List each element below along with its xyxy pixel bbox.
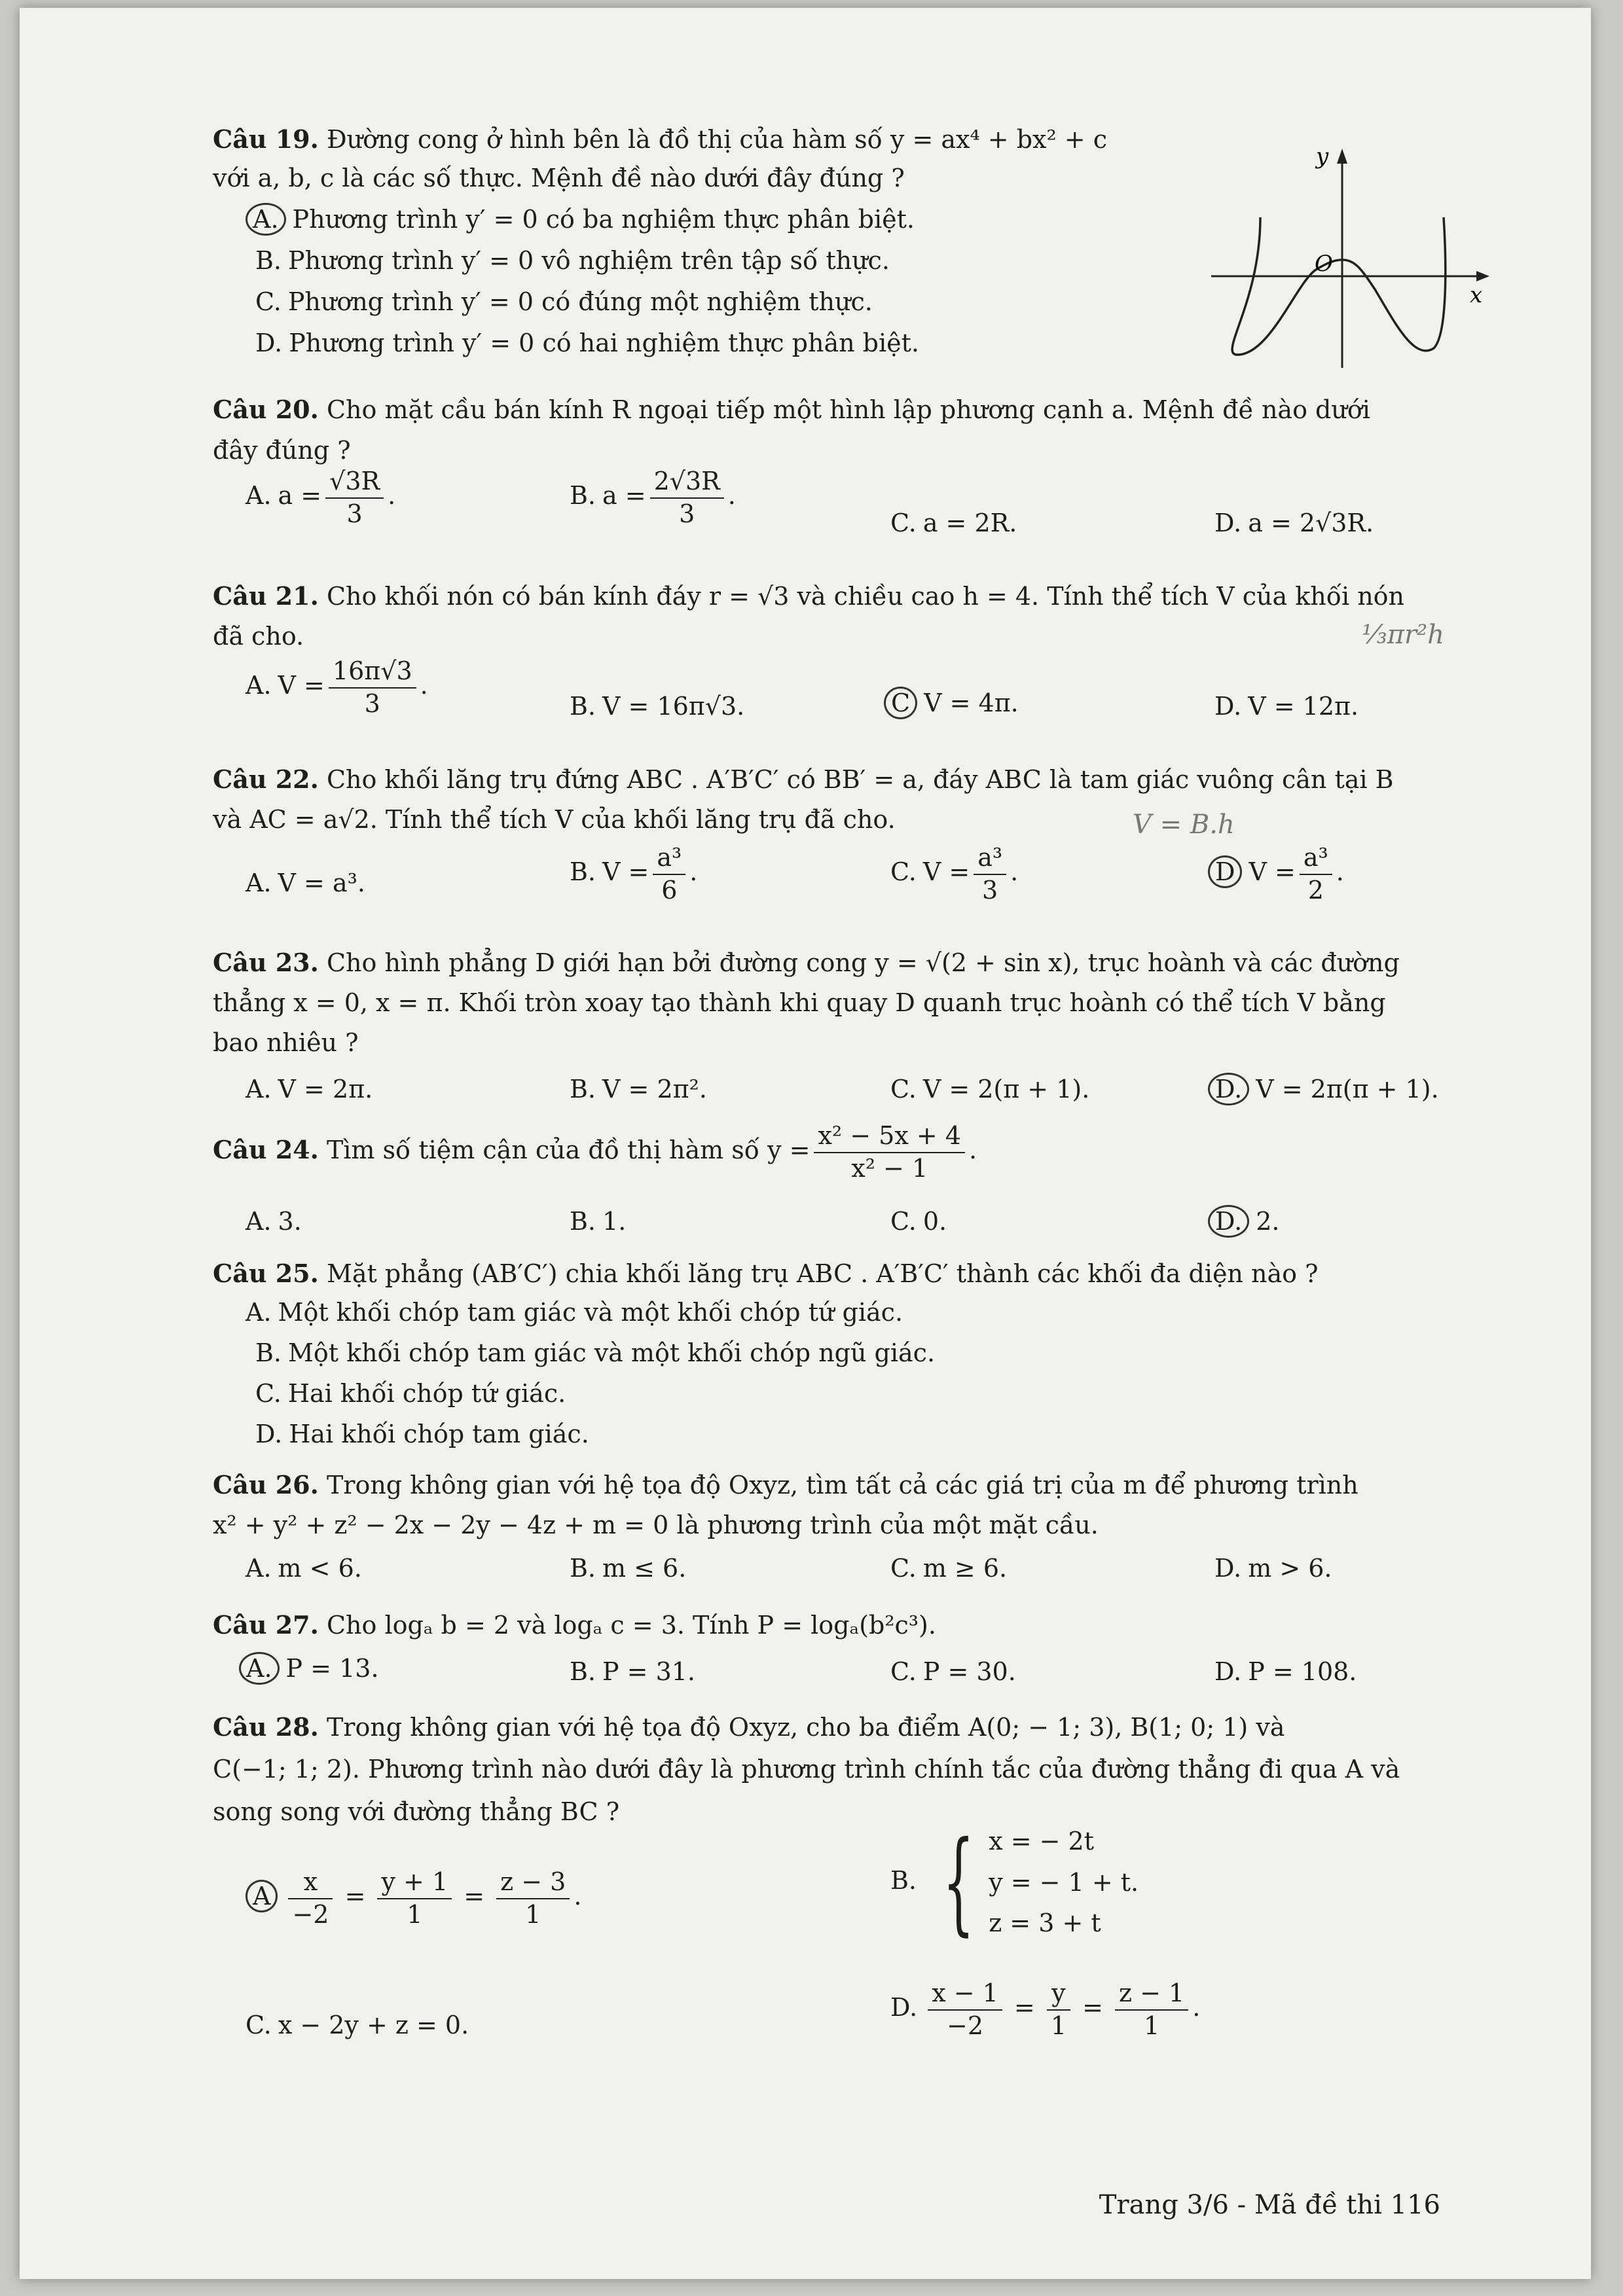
q24-head: Câu 24. (213, 1135, 319, 1164)
q21-a-frac (329, 656, 416, 719)
q28-b-label: B. (890, 1865, 917, 1895)
q22-c-den: 3 (982, 875, 998, 905)
q20-b-post: . (727, 481, 736, 510)
q23-text2: thẳng x = 0, x = π. Khối tròn xoay tạo thành khi quay D quanh trục hoành có thể tích V bằng (213, 988, 1386, 1017)
q22-head: Câu 22. (213, 764, 319, 794)
q26-option-d (1214, 1554, 1332, 1583)
q20-b-label: B. (570, 481, 596, 510)
q22-handwritten-note: V = B.h (1133, 810, 1235, 840)
q27-option-a (239, 1654, 379, 1683)
quartic-curve (1232, 217, 1446, 355)
q22-b-frac (653, 842, 685, 906)
q28-text1: Trong không gian với hệ tọa độ Oxyz, cho ba điểm A(0; − 1; 3), B(1; 0; 1) và (326, 1713, 1285, 1742)
q19-graph (1198, 139, 1499, 374)
q27-c-label: C. (890, 1657, 917, 1686)
q26-option-b (570, 1554, 686, 1583)
q24-option-c (890, 1207, 947, 1236)
q26-head: Câu 26. (213, 1470, 319, 1499)
q27-option-c (890, 1657, 1016, 1686)
q23-option-b (570, 1075, 707, 1103)
q24-b-text: 1. (602, 1207, 627, 1236)
q28-d-frac2 (1047, 1978, 1070, 2041)
q26-text2: x² + y² + z² − 2x − 2y − 4z + m = 0 là phương trình của một mặt cầu. (213, 1511, 1099, 1539)
q20-a-num: √3R (325, 466, 384, 499)
q25-c-label: C. (255, 1379, 282, 1408)
q26-b-label: B. (570, 1554, 596, 1583)
graph-x-label: x (1470, 282, 1483, 308)
q24-line1 (213, 1121, 977, 1184)
q28-a-frac2 (377, 1867, 452, 1930)
q23-option-c (890, 1075, 1089, 1103)
q23-option-a (246, 1075, 373, 1103)
q21-option-b (570, 692, 744, 721)
q23-b-text: V = 2π². (602, 1075, 707, 1103)
q22-text2: và AC = a√2. Tính thể tích V của khối lăng trụ đã cho. (213, 805, 896, 834)
q22-text1: Cho khối lăng trụ đứng ABC . A′B′C′ có BB′ = a, đáy ABC là tam giác vuông cân tại B (326, 765, 1394, 794)
q19-d-label: D. (255, 329, 283, 357)
q19-option-d (255, 325, 919, 362)
q19-c-label: C. (255, 287, 282, 316)
q22-b-den: 6 (661, 875, 678, 905)
q21-d-label: D. (1214, 692, 1242, 721)
q21-c-label: C (884, 687, 917, 719)
q28-a-frac1 (288, 1867, 333, 1930)
x-axis-arrow-icon (1476, 271, 1489, 281)
q19-option-c (255, 283, 873, 321)
q21-b-text: V = 16π√3. (602, 692, 745, 721)
q28-d-f1n: x − 1 (928, 1978, 1002, 2011)
q28-option-c (246, 2011, 469, 2039)
q22-c-frac (974, 842, 1006, 906)
q24-post: . (968, 1136, 977, 1164)
q22-c-num: a³ (974, 842, 1006, 875)
q25-option-d (255, 1416, 589, 1453)
q22-d-den: 2 (1307, 875, 1324, 905)
q27-head: Câu 27. (213, 1610, 319, 1640)
q23-text3: bao nhiêu ? (213, 1028, 359, 1057)
q25-head: Câu 25. (213, 1259, 319, 1288)
q28-option-b (890, 1818, 1139, 1948)
q21-option-d (1214, 692, 1359, 721)
q28-a-f2n: y + 1 (377, 1867, 452, 1899)
q20-c-label: C. (890, 509, 917, 537)
q26-a-text: m < 6. (278, 1554, 362, 1583)
q21-text1: Cho khối nón có bán kính đáy r = √3 và chiều cao h = 4. Tính thể tích V của khối nón (326, 582, 1405, 611)
q24-b-label: B. (570, 1207, 596, 1236)
q22-c-label: C. (890, 857, 917, 886)
q20-a-pre: a = (278, 481, 322, 510)
q25-d-label: D. (255, 1420, 283, 1448)
q21-d-text: V = 12π. (1248, 692, 1359, 721)
q19-b-text: Phương trình y′ = 0 vô nghiệm trên tập số thực. (288, 246, 890, 275)
q22-b-pre: V = (602, 857, 649, 886)
q19-a-label: A. (246, 203, 286, 236)
q19-d-text: Phương trình y′ = 0 có hai nghiệm thực phân biệt. (289, 329, 919, 357)
q22-d-pre: V = (1249, 857, 1296, 886)
q21-handwritten-note: ⅓πr²h (1362, 620, 1444, 650)
q20-a-frac (325, 466, 384, 529)
q23-head: Câu 23. (213, 948, 319, 977)
q28-a-f3d: 1 (525, 1899, 541, 1929)
q24-a-text: 3. (278, 1207, 302, 1236)
q20-b-frac (650, 466, 724, 529)
q22-b-label: B. (570, 857, 596, 886)
q24-pre: Tìm số tiệm cận của đồ thị hàm số y = (326, 1136, 811, 1164)
q22-b-num: a³ (653, 842, 685, 875)
q20-text1: Cho mặt cầu bán kính R ngoại tiếp một hình lập phương cạnh a. Mệnh đề nào dưới (326, 395, 1370, 424)
exam-page (20, 8, 1591, 2279)
q22-option-c (890, 842, 1018, 906)
q23-d-label: D. (1208, 1073, 1249, 1105)
q19-a-text: Phương trình y′ = 0 có ba nghiệm thực phân biệt. (292, 205, 915, 234)
q22-option-b (570, 842, 697, 906)
q25-option-c (255, 1375, 566, 1412)
q27-a-label: A. (239, 1652, 280, 1685)
q19-text1: Đường cong ở hình bên là đồ thị của hàm số y = ax⁴ + bx² + c (326, 125, 1107, 154)
q23-c-text: V = 2(π + 1). (922, 1075, 1090, 1103)
q21-head: Câu 21. (213, 581, 319, 611)
q22-d-label: D (1208, 855, 1242, 888)
q28-a-f1n: x (288, 1867, 333, 1899)
q28-b-l2: y = − 1 + t. (989, 1867, 1139, 1897)
q22-a-label: A. (246, 869, 272, 897)
q27-b-text: P = 31. (602, 1657, 696, 1686)
q19-option-a (246, 201, 915, 238)
q28-c-text: x − 2y + z = 0. (278, 2011, 469, 2039)
q23-b-label: B. (570, 1075, 596, 1103)
q28-d-label: D. (890, 1993, 918, 2022)
q26-line1 (213, 1466, 1359, 1504)
q21-a-pre: V = (278, 671, 325, 700)
q26-a-label: A. (246, 1554, 272, 1583)
q28-option-d: D. $\frac{x - 1}{-2}$ = $\frac{y}{1}$ = $\frac{z - 1}{1}$ . (890, 1978, 1200, 2041)
q26-option-a (246, 1554, 362, 1583)
q28-option-a: A $\frac{x}{-2}$ = $\frac{y + 1}{1}$ = $\frac{z - 3}{1}$ . (246, 1867, 581, 1930)
q25-text1: Mặt phẳng (AB′C′) chia khối lăng trụ ABC . A′B′C′ thành các khối đa diện nào ? (326, 1259, 1319, 1288)
q22-d-post: . (1336, 857, 1344, 886)
q23-a-text: V = 2π. (278, 1075, 373, 1103)
q27-d-text: P = 108. (1248, 1657, 1357, 1686)
q28-d-f1d: −2 (946, 2011, 984, 2040)
q28-c-label: C. (246, 2011, 272, 2039)
q20-text2: đây đúng ? (213, 436, 351, 465)
q20-a-den: 3 (346, 499, 363, 528)
q28-d-f2n: y (1047, 1978, 1070, 2011)
page-footer: Trang 3/6 - Mã đề thi 116 (1099, 2190, 1440, 2220)
q20-d-label: D. (1214, 509, 1242, 537)
q28-d-f3n: z − 1 (1115, 1978, 1188, 2011)
q21-a-label: A. (246, 671, 272, 700)
q28-a-frac3 (496, 1867, 570, 1930)
q20-option-d (1214, 509, 1374, 537)
q27-c-text: P = 30. (922, 1657, 1016, 1686)
q28-line1 (213, 1708, 1285, 1746)
q27-b-label: B. (570, 1657, 596, 1686)
q21-text2: đã cho. (213, 622, 304, 651)
q25-a-label: A. (246, 1298, 272, 1327)
q20-option-b (570, 466, 736, 529)
q22-b-post: . (689, 857, 698, 886)
q24-frac (814, 1121, 964, 1184)
q23-text1: Cho hình phẳng D giới hạn bởi đường cong y = √(2 + sin x), trục hoành và các đường (326, 948, 1400, 977)
q22-option-a (246, 869, 365, 897)
q28-d-f3d: 1 (1144, 2011, 1160, 2040)
q22-line1 (213, 761, 1394, 798)
q21-a-post: . (420, 671, 428, 700)
q22-a-text: V = a³. (278, 869, 365, 897)
q22-d-frac (1300, 842, 1332, 906)
q27-a-text: P = 13. (285, 1654, 379, 1683)
q26-b-text: m ≤ 6. (602, 1554, 687, 1583)
q22-d-num: a³ (1300, 842, 1332, 875)
q19-option-b (255, 242, 890, 279)
y-axis-arrow-icon (1337, 149, 1347, 164)
q20-option-a (246, 466, 395, 529)
q28-a-f2d: 1 (407, 1899, 423, 1929)
q28-b-system (989, 1821, 1139, 1944)
q25-c-text: Hai khối chóp tứ giác. (287, 1379, 566, 1408)
q24-c-text: 0. (922, 1207, 947, 1236)
q28-head: Câu 28. (213, 1712, 319, 1742)
q28-text2: C(−1; 1; 2). Phương trình nào dưới đây là phương trình chính tắc của đường thẳng đi qua A và (213, 1755, 1400, 1784)
q28-b-l1: x = − 2t (989, 1827, 1094, 1856)
q25-a-text: Một khối chóp tam giác và một khối chóp tứ giác. (278, 1298, 903, 1327)
q23-line1 (213, 944, 1400, 982)
q27-option-d (1214, 1657, 1357, 1686)
q19-text2: với a, b, c là các số thực. Mệnh đề nào dưới đây đúng ? (213, 164, 905, 192)
q21-c-text: V = 4π. (924, 689, 1019, 717)
q28-a-label: A (246, 1880, 278, 1912)
q26-d-label: D. (1214, 1554, 1242, 1583)
q28-d-frac3 (1115, 1978, 1188, 2041)
q28-b-l3: z = 3 + t (989, 1909, 1101, 1938)
q20-b-den: 3 (679, 499, 695, 528)
q24-den: x² − 1 (851, 1153, 928, 1183)
q20-c-text: a = 2R. (922, 509, 1017, 537)
q20-b-pre: a = (602, 481, 646, 510)
q23-c-label: C. (890, 1075, 917, 1103)
q27-text1: Cho logₐ b = 2 và logₐ c = 3. Tính P = logₐ(b²c³). (326, 1611, 936, 1640)
q23-option-d (1208, 1075, 1439, 1103)
q20-line1 (213, 391, 1370, 429)
q19-line1 (213, 120, 1107, 158)
q27-d-label: D. (1214, 1657, 1242, 1686)
q21-line1 (213, 577, 1404, 615)
q28-d-f2d: 1 (1050, 2011, 1067, 2040)
q28-a-f1d: −2 (292, 1899, 329, 1929)
q25-option-b (255, 1335, 935, 1372)
q27-line1 (213, 1606, 936, 1644)
q26-c-label: C. (890, 1554, 917, 1583)
q25-b-label: B. (255, 1338, 282, 1367)
q22-c-post: . (1010, 857, 1019, 886)
q22-option-d (1208, 842, 1344, 906)
q24-num: x² − 5x + 4 (814, 1121, 964, 1153)
q21-option-c (884, 689, 1019, 717)
q25-d-text: Hai khối chóp tam giác. (289, 1420, 589, 1448)
q20-a-label: A. (246, 481, 272, 510)
q24-a-label: A. (246, 1207, 272, 1236)
q20-d-text: a = 2√3R. (1248, 509, 1374, 537)
q28-a-f3n: z − 3 (496, 1867, 570, 1899)
q26-text1: Trong không gian với hệ tọa độ Oxyz, tìm tất cả các giá trị của m để phương trình (326, 1471, 1359, 1499)
q27-option-b (570, 1657, 695, 1686)
q19-b-label: B. (255, 246, 282, 275)
q21-option-a (246, 656, 428, 719)
q24-c-label: C. (890, 1207, 917, 1236)
q24-d-text: 2. (1256, 1207, 1280, 1236)
q23-a-label: A. (246, 1075, 272, 1103)
graph-y-label: y (1316, 143, 1329, 170)
q21-b-label: B. (570, 692, 596, 721)
q24-option-d (1208, 1207, 1279, 1236)
q24-option-b (570, 1207, 626, 1236)
q24-option-a (246, 1207, 302, 1236)
q26-d-text: m > 6. (1248, 1554, 1332, 1583)
q24-d-label: D. (1208, 1205, 1249, 1238)
q20-a-post: . (388, 481, 396, 510)
q20-b-num: 2√3R (650, 466, 724, 499)
q20-option-c (890, 509, 1017, 537)
q22-c-pre: V = (922, 857, 970, 886)
q26-option-c (890, 1554, 1007, 1583)
q25-line1 (213, 1255, 1318, 1293)
q19-c-text: Phương trình y′ = 0 có đúng một nghiệm thực. (287, 287, 873, 316)
q28-text3: song song với đường thẳng BC ? (213, 1797, 620, 1826)
q28-d-frac1 (928, 1978, 1002, 2041)
q19-head: Câu 19. (213, 124, 319, 154)
q21-a-num: 16π√3 (329, 656, 416, 689)
q23-d-text: V = 2π(π + 1). (1256, 1075, 1439, 1103)
brace-icon: { (942, 1818, 975, 1948)
q25-option-a (246, 1294, 903, 1331)
graph-origin-label: O (1315, 251, 1333, 277)
q21-a-den: 3 (364, 689, 380, 718)
q25-b-text: Một khối chóp tam giác và một khối chóp ngũ giác. (288, 1338, 936, 1367)
q26-c-text: m ≥ 6. (922, 1554, 1008, 1583)
q20-head: Câu 20. (213, 395, 319, 424)
